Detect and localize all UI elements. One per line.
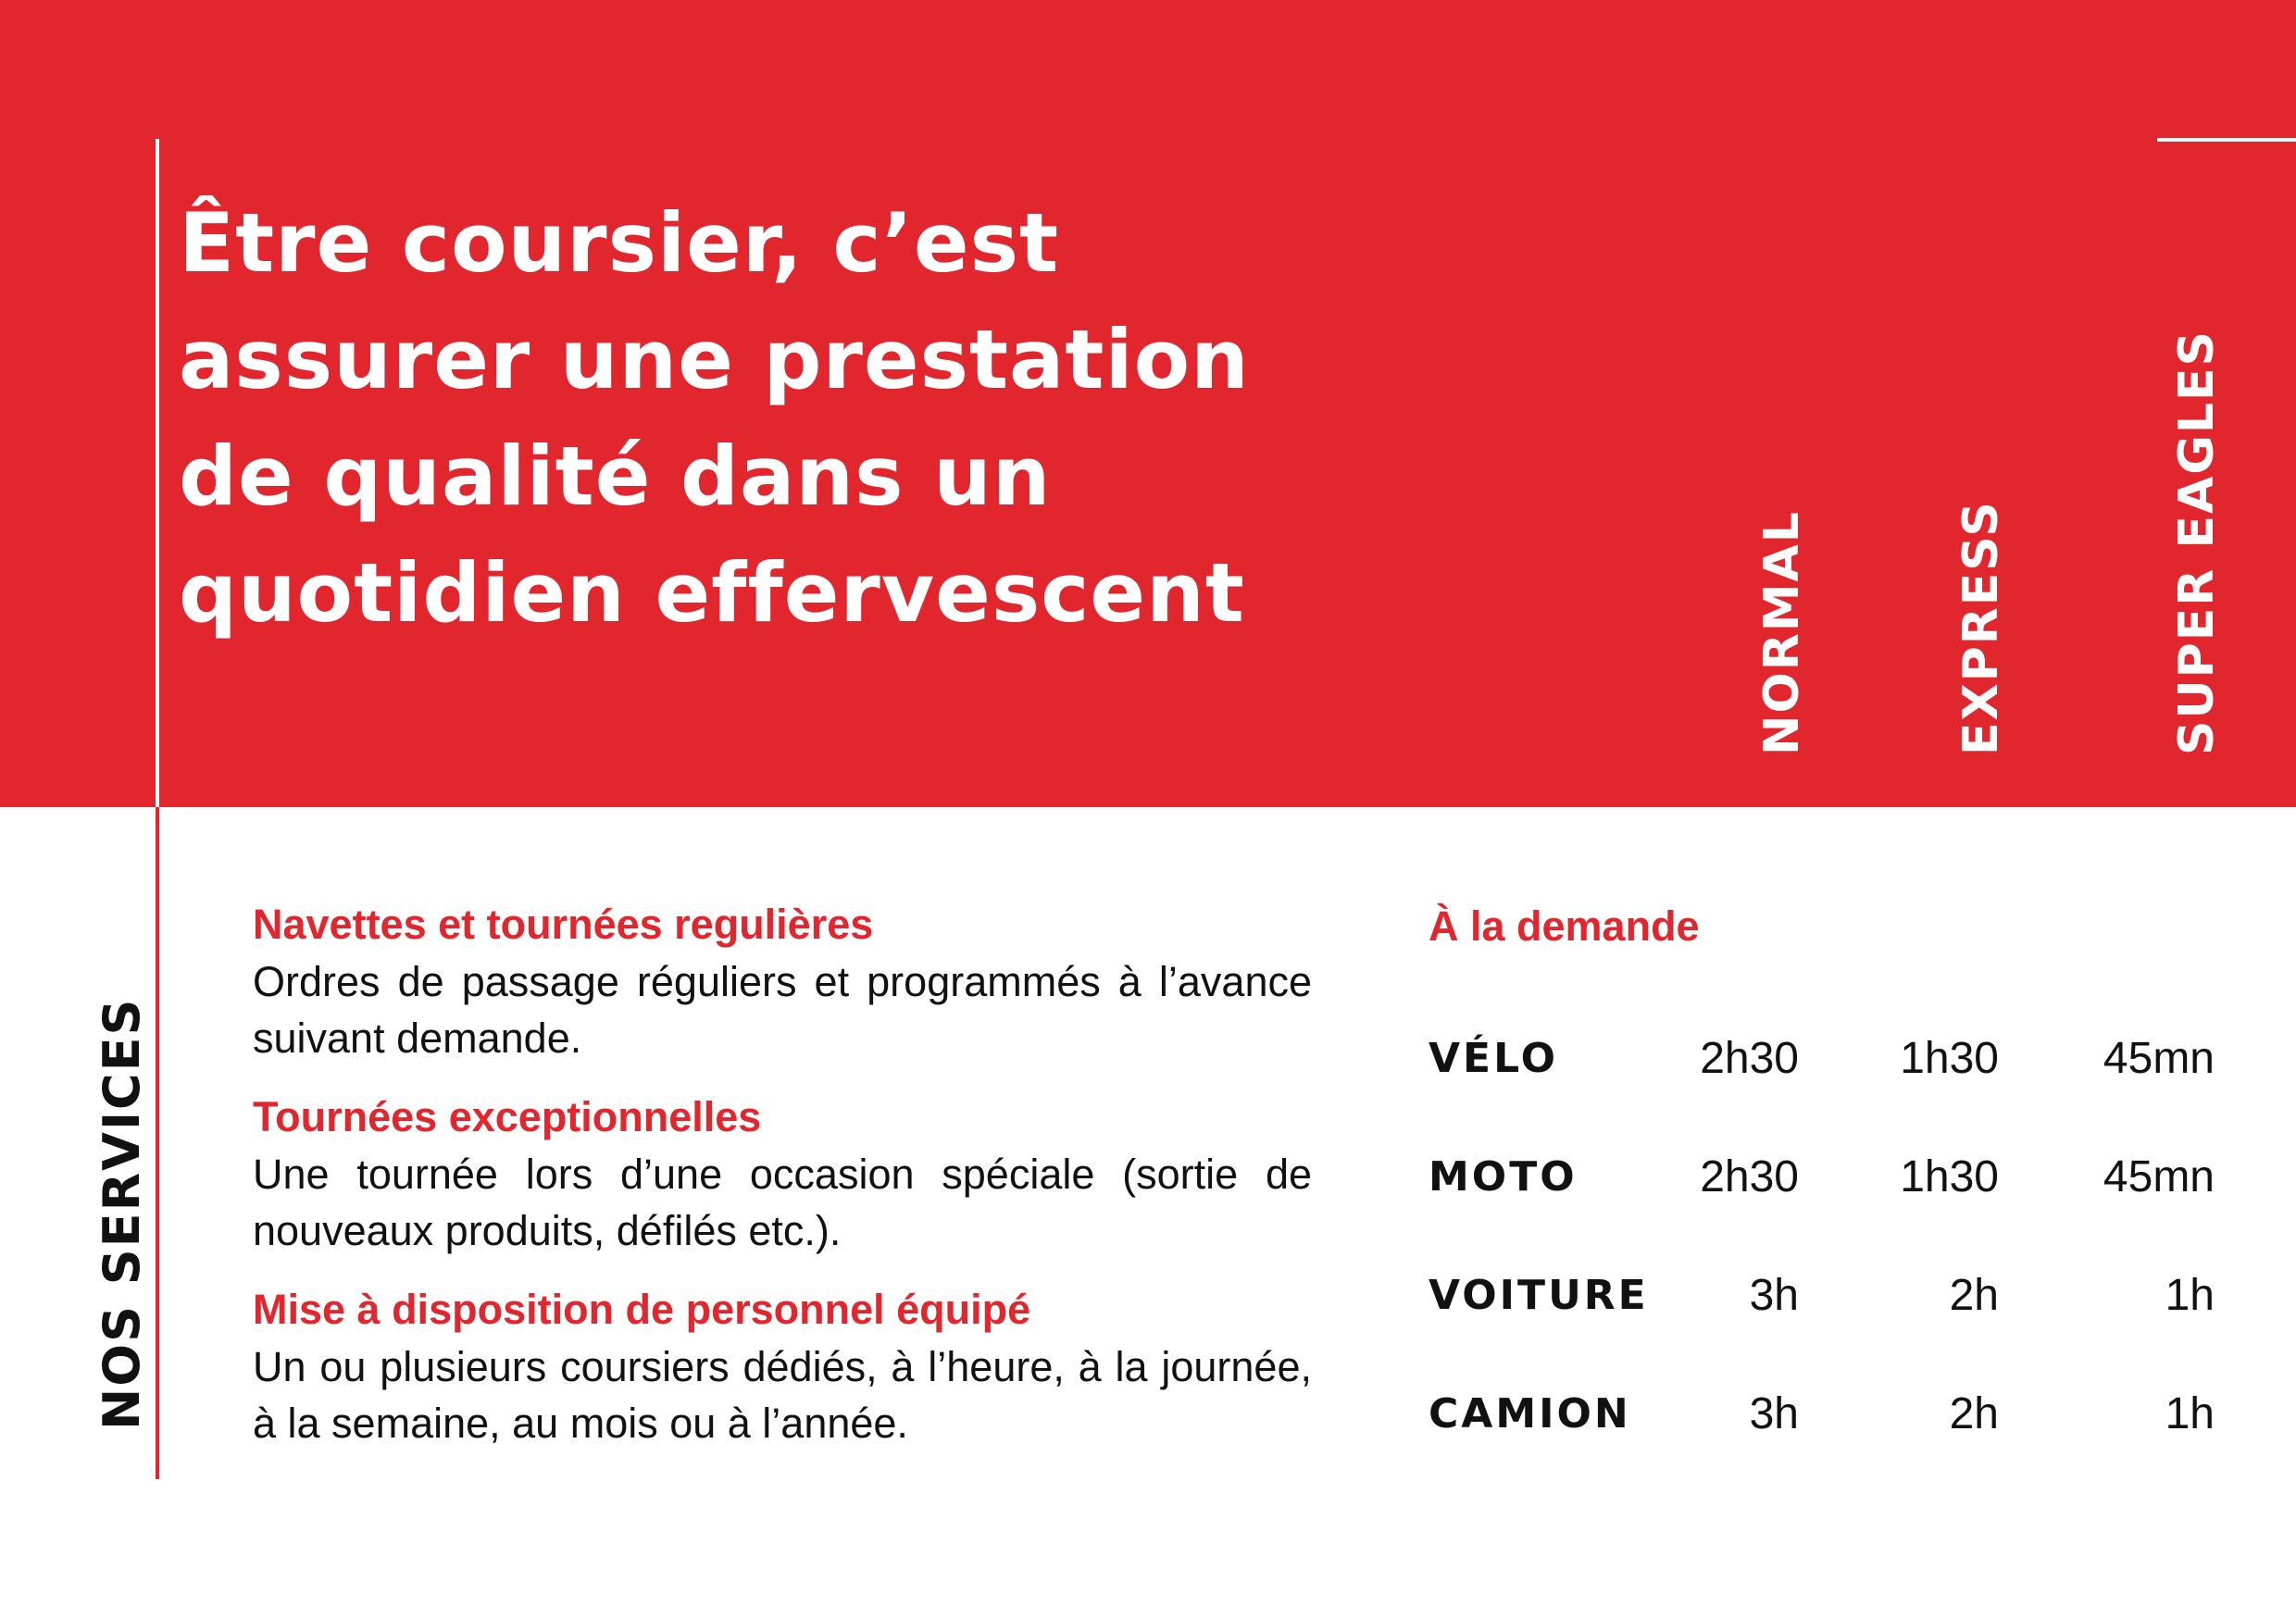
service-description: Une tournée lors d’une occasion spéciale (sortie de nouveaux produits, défilés etc.). (253, 1151, 1312, 1254)
rate-row-camion (1429, 1382, 2215, 1447)
service-item (253, 896, 1312, 1066)
headline-line: de qualité dans un (179, 429, 1052, 524)
rate-normal: 3h (1749, 1389, 1799, 1438)
headline (179, 185, 1290, 652)
service-title: Tournées exceptionnelles (253, 1093, 762, 1140)
rate-row-moto (1429, 1145, 2215, 1210)
vehicle-label: VÉLO (1429, 1035, 1558, 1082)
vehicle-label: MOTO (1429, 1153, 1578, 1201)
service-description: Ordres de passage réguliers et programmés à l’avance suivant demande. (253, 958, 1312, 1062)
service-title: Navettes et tournées regulières (253, 901, 874, 948)
rate-super-eagles: 45mn (2103, 1034, 2215, 1083)
column-header-normal: NORMAL (1754, 510, 1810, 755)
rate-row-voiture (1429, 1263, 2215, 1328)
service-item (253, 1281, 1312, 1451)
column-header-express: EXPRESS (1953, 500, 2009, 755)
rate-normal: 2h30 (1700, 1152, 1799, 1201)
services-list (253, 896, 1312, 1474)
rate-super-eagles: 1h (2165, 1389, 2215, 1438)
rate-express: 2h (1949, 1271, 1999, 1320)
rate-normal: 2h30 (1700, 1034, 1799, 1083)
rate-express: 2h (1949, 1389, 1999, 1438)
headline-line: Être coursier, c’est (179, 195, 1060, 291)
service-title: Mise à disposition de personnel équipé (253, 1286, 1031, 1333)
section-title: NOS SERVICES (93, 997, 151, 1430)
service-description: Un ou plusieurs coursiers dédiés, à l’heure, à la journée, à la semaine, au mois ou à l’année. (253, 1343, 1312, 1447)
service-item (253, 1089, 1312, 1259)
rate-super-eagles: 1h (2165, 1271, 2215, 1320)
corner-rule (2157, 138, 2296, 142)
headline-line: quotidien effervescent (179, 545, 1245, 641)
rate-express: 1h30 (1900, 1152, 1999, 1201)
rate-row-velo (1429, 1027, 2215, 1091)
rate-normal: 3h (1749, 1271, 1799, 1320)
vertical-divider-bottom (156, 807, 159, 1479)
rate-super-eagles: 45mn (2103, 1152, 2215, 1201)
vertical-divider-top (156, 139, 159, 807)
on-demand-title: À la demande (1429, 902, 1700, 950)
vehicle-label: CAMION (1429, 1390, 1631, 1438)
vehicle-label: VOITURE (1429, 1272, 1649, 1319)
rate-express: 1h30 (1900, 1034, 1999, 1083)
headline-line: assurer une prestation (179, 312, 1250, 407)
column-header-super-eagles: SUPER EAGLES (2169, 329, 2225, 755)
